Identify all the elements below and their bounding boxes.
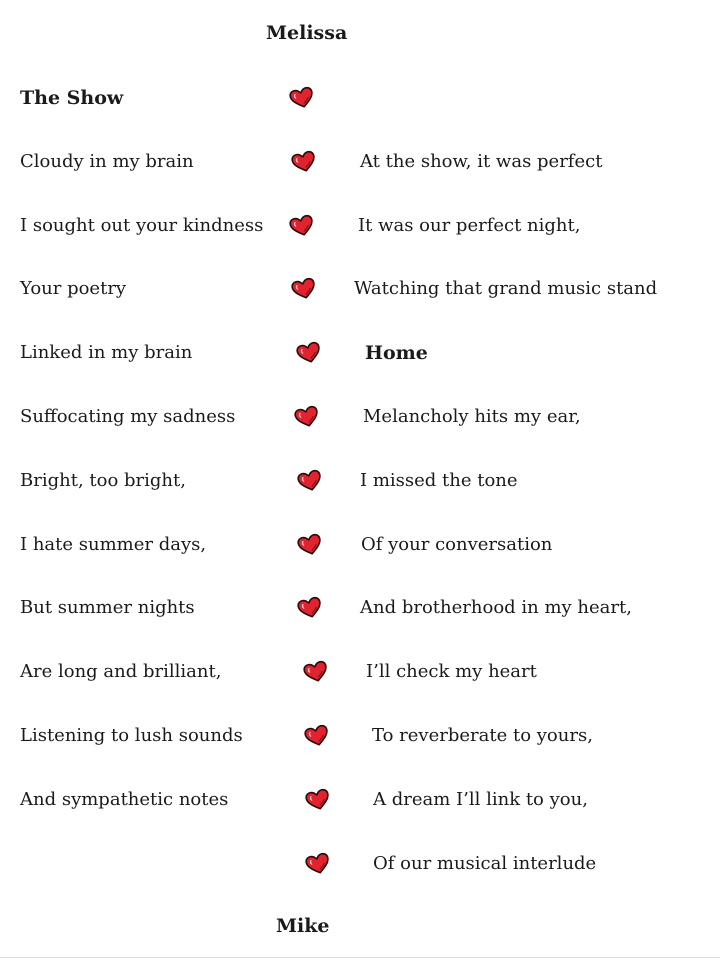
heart-icon <box>296 341 322 365</box>
poem-line-right: At the show, it was perfect <box>360 150 603 172</box>
heart-icon <box>297 533 323 557</box>
poem-row <box>0 338 720 368</box>
poem-line-left: Your poetry <box>20 278 127 300</box>
poem-row <box>0 402 720 432</box>
poem-line-right: I missed the tone <box>360 469 518 491</box>
heart-icon <box>291 277 317 301</box>
poem-line-right: I’ll check my heart <box>366 661 537 683</box>
section-heading-left: The Show <box>20 87 124 109</box>
heart-icon <box>289 214 315 238</box>
heart-icon <box>305 852 331 876</box>
poem-line-right: Melancholy hits my ear, <box>363 406 581 427</box>
author-name-bottom: Mike <box>276 915 330 937</box>
poem-line-right: To reverberate to yours, <box>372 725 593 746</box>
heart-icon <box>297 469 323 493</box>
poem-row <box>0 274 720 304</box>
poem-line-left: Are long and brilliant, <box>20 661 222 683</box>
poem-line-right: A dream I’ll link to you, <box>373 788 588 810</box>
poem-line-left: Linked in my brain <box>20 342 193 364</box>
poem-row <box>0 466 720 496</box>
poem-row <box>0 849 720 879</box>
poem-row <box>0 721 720 751</box>
poem-row <box>0 593 720 623</box>
heart-icon <box>303 660 329 684</box>
poem-line-left: Cloudy in my brain <box>20 150 194 172</box>
poem-row <box>0 147 720 177</box>
poem-line-left: Bright, too bright, <box>20 469 186 491</box>
author-name-top: Melissa <box>266 22 348 44</box>
poem-line-left: I sought out your kindness <box>20 214 264 236</box>
poem-line-left: I hate summer days, <box>20 533 207 555</box>
poem-line-left: Suffocating my sadness <box>20 406 236 427</box>
poem-line-right: It was our perfect night, <box>358 214 581 236</box>
bottom-divider <box>0 957 720 958</box>
heart-icon <box>305 788 331 812</box>
heart-icon <box>289 86 315 110</box>
poem-line-left: But summer nights <box>20 597 195 619</box>
poem-row <box>0 657 720 687</box>
heart-icon <box>297 596 323 620</box>
poem-line-left: And sympathetic notes <box>20 788 229 810</box>
poem-row <box>0 530 720 560</box>
section-heading-right: Home <box>365 342 428 365</box>
poem-row <box>0 83 720 113</box>
heart-icon <box>304 724 330 748</box>
heart-icon <box>294 405 320 429</box>
poem-line-right: Of our musical interlude <box>373 852 597 874</box>
poem-line-right: And brotherhood in my heart, <box>360 597 632 619</box>
poem-row <box>0 785 720 815</box>
heart-icon <box>291 150 317 174</box>
poem-row <box>0 211 720 241</box>
poem-line-right: Of your conversation <box>361 533 553 555</box>
poem-line-left: Listening to lush sounds <box>20 725 243 746</box>
poem-line-right: Watching that grand music stand <box>354 278 658 300</box>
